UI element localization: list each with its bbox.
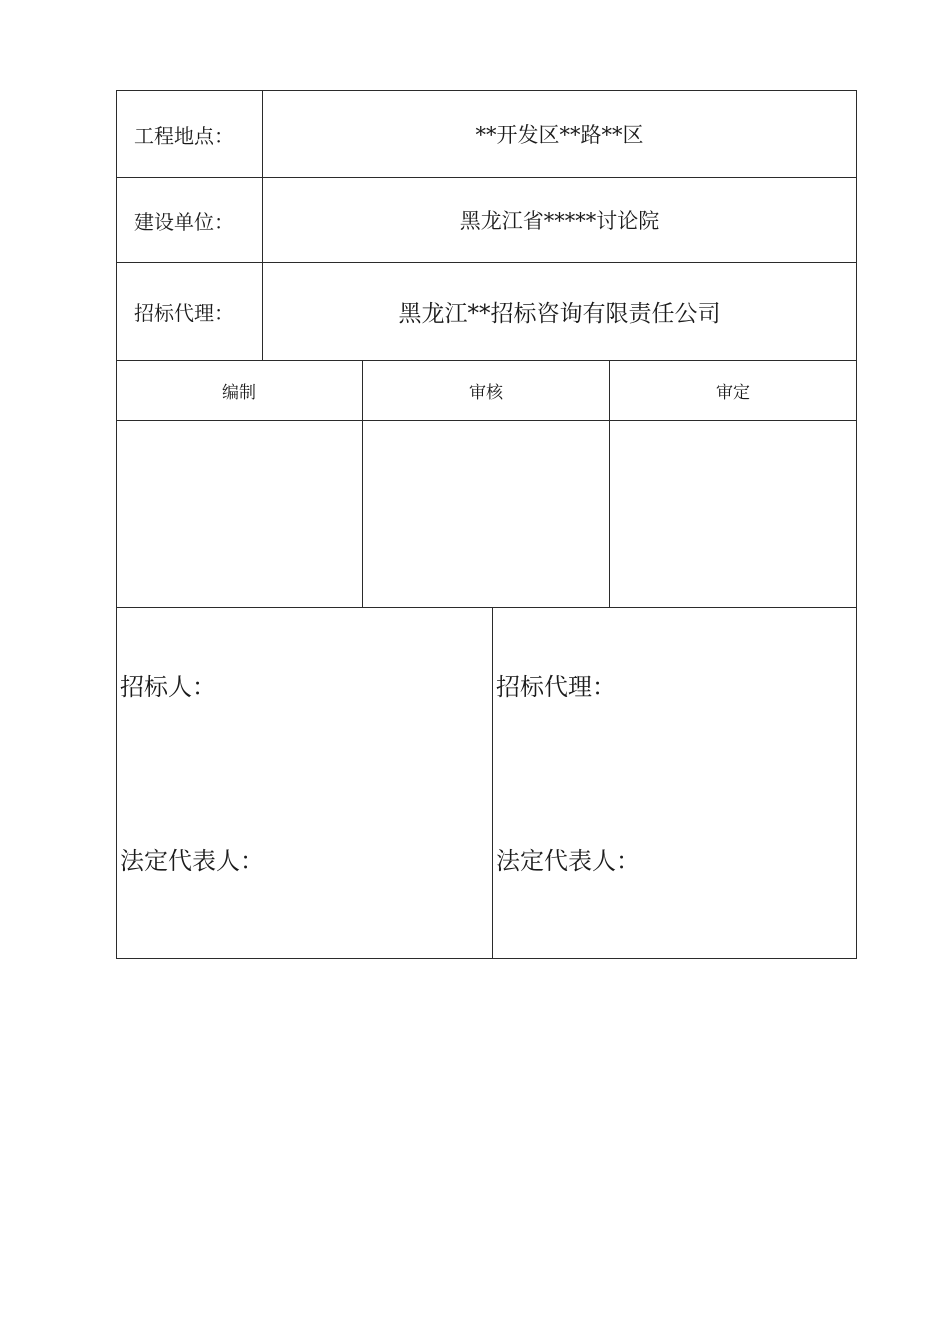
tenderer-label: 招标人： bbox=[120, 672, 216, 701]
signature-column-divider bbox=[492, 607, 493, 959]
tenderer-legal-rep-label: 法定代表人： bbox=[120, 846, 264, 875]
header-reviewed: 审核 bbox=[469, 383, 503, 403]
header-approved: 审定 bbox=[716, 383, 750, 403]
bidding-agent-label: 招标代理： bbox=[134, 301, 234, 325]
bidding-agent-value: 黑龙江**招标咨询有限责任公司 bbox=[398, 301, 721, 327]
construction-unit-value: 黑龙江省*****讨论院 bbox=[459, 209, 660, 233]
compiled-signature-box bbox=[116, 421, 362, 607]
construction-unit-label: 建设单位： bbox=[134, 209, 234, 234]
table-border-bottom bbox=[116, 958, 857, 959]
row-divider bbox=[116, 607, 857, 608]
bid-cover-form bbox=[116, 90, 857, 959]
agent-label: 招标代理： bbox=[496, 672, 616, 701]
project-location-value: **开发区**路**区 bbox=[475, 123, 644, 147]
table-border-right bbox=[856, 90, 857, 959]
agent-legal-rep-label: 法定代表人： bbox=[496, 846, 640, 875]
project-location-label: 工程地点： bbox=[134, 123, 234, 148]
reviewed-signature-box bbox=[363, 421, 609, 607]
header-compiled: 编制 bbox=[222, 383, 256, 403]
approved-signature-box bbox=[610, 421, 856, 607]
